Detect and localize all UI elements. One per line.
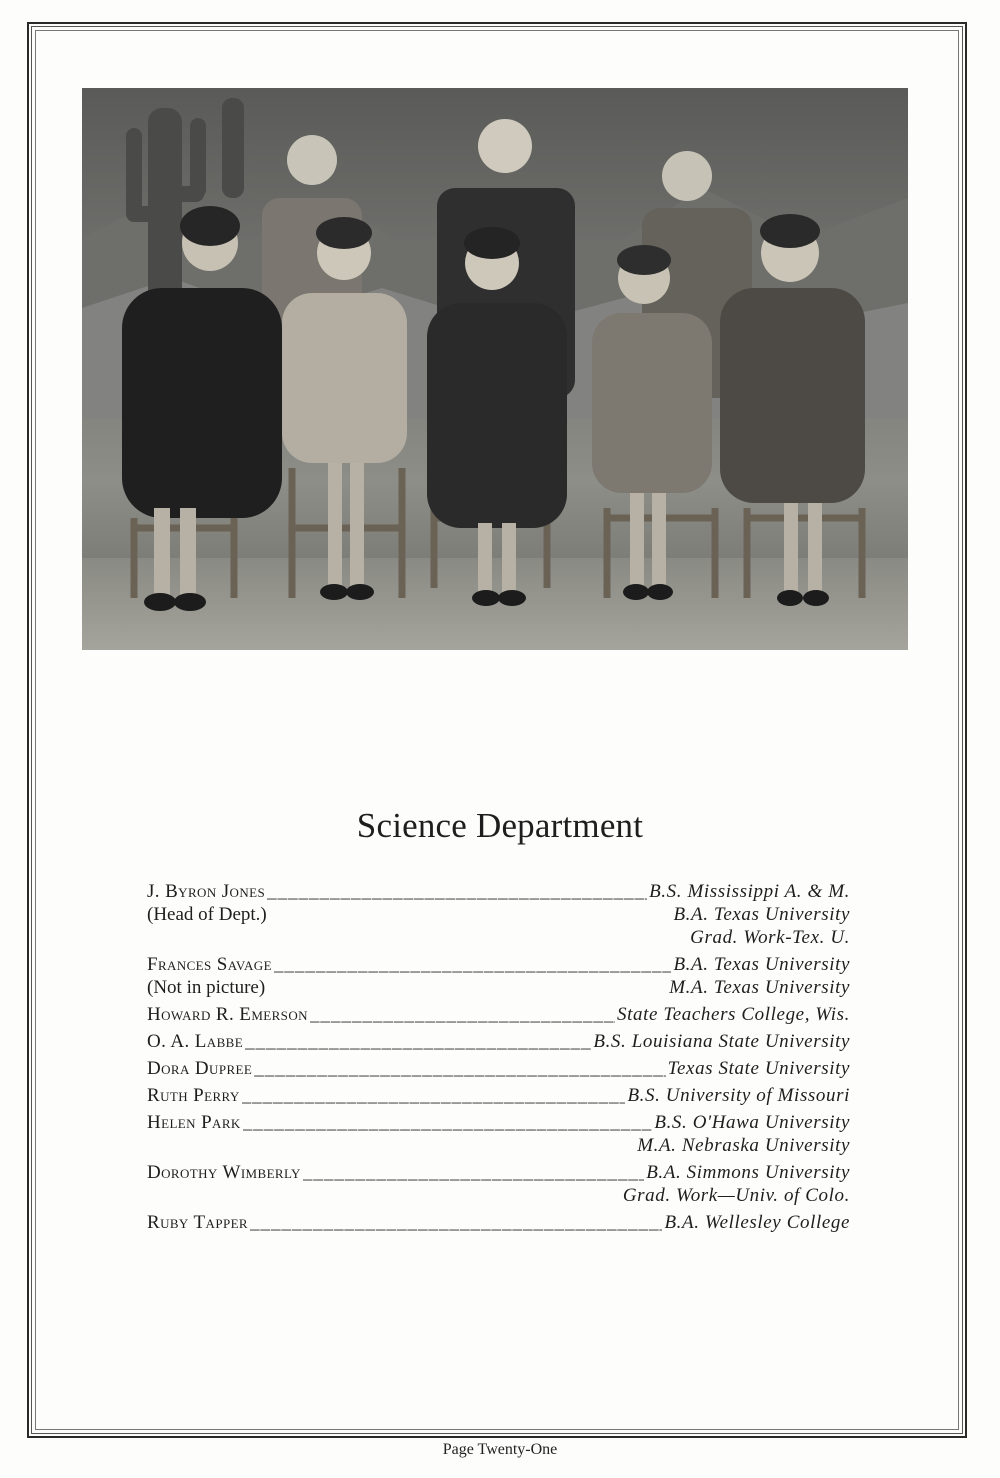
faculty-roster xyxy=(147,880,850,1238)
roster-line xyxy=(147,1030,850,1053)
roster-line xyxy=(147,880,850,903)
page-title: Science Department xyxy=(356,806,644,845)
group-photo-icon xyxy=(82,88,908,650)
staff-name: Helen Park xyxy=(147,1112,241,1133)
degree-text: Grad. Work-Tex. U. xyxy=(690,927,850,948)
degree-text: B.S. Mississippi A. & M. xyxy=(649,881,850,902)
staff-name: Dorothy Wimberly xyxy=(147,1162,301,1183)
dot-leader xyxy=(303,1161,644,1184)
staff-name: Frances Savage xyxy=(147,954,272,975)
staff-note: (Not in picture) xyxy=(147,977,266,998)
degree-text: Grad. Work—Univ. of Colo. xyxy=(622,1185,850,1206)
roster-line xyxy=(147,1003,850,1026)
dot-leader xyxy=(242,1084,626,1107)
roster-line xyxy=(147,926,850,949)
roster-entry xyxy=(147,1003,850,1026)
roster-entry xyxy=(147,1111,850,1157)
roster-line xyxy=(147,1057,850,1080)
degree-text: Texas State University xyxy=(667,1058,850,1079)
roster-entry xyxy=(147,1057,850,1080)
roster-line xyxy=(147,1211,850,1234)
degree-text: B.A. Texas University xyxy=(673,904,850,925)
roster-line xyxy=(147,903,850,926)
staff-name: Dora Dupree xyxy=(147,1058,253,1079)
staff-name: Ruth Perry xyxy=(147,1085,240,1106)
dot-leader xyxy=(245,1030,591,1053)
roster-entry xyxy=(147,1161,850,1207)
dot-leader xyxy=(254,1057,665,1080)
degree-text: M.A. Nebraska University xyxy=(637,1135,850,1156)
roster-entry xyxy=(147,1084,850,1107)
dot-leader xyxy=(310,1003,615,1026)
degree-text: B.A. Simmons University xyxy=(646,1162,850,1183)
dot-leader xyxy=(267,880,647,903)
staff-note: (Head of Dept.) xyxy=(147,904,267,925)
degree-text: B.S. University of Missouri xyxy=(627,1085,850,1106)
staff-name: Howard R. Emerson xyxy=(147,1004,308,1025)
page-number: Page Twenty-One xyxy=(442,1441,558,1458)
degree-text: B.A. Wellesley College xyxy=(664,1212,850,1233)
roster-entry xyxy=(147,953,850,999)
staff-name: Ruby Tapper xyxy=(147,1212,248,1233)
roster-line xyxy=(147,1161,850,1184)
roster-line xyxy=(147,953,850,976)
staff-name: J. Byron Jones xyxy=(147,881,266,902)
roster-line xyxy=(147,976,850,999)
degree-text: State Teachers College, Wis. xyxy=(617,1004,850,1025)
roster-entry xyxy=(147,1211,850,1234)
roster-line xyxy=(147,1111,850,1134)
roster-line xyxy=(147,1134,850,1157)
roster-line xyxy=(147,1084,850,1107)
degree-text: M.A. Texas University xyxy=(669,977,850,998)
roster-line xyxy=(147,1184,850,1207)
degree-text: B.S. O'Hawa University xyxy=(654,1112,850,1133)
dot-leader xyxy=(243,1111,653,1134)
faculty-group-photo xyxy=(82,88,908,650)
roster-entry xyxy=(147,1030,850,1053)
roster-entry xyxy=(147,880,850,949)
degree-text: B.S. Louisiana State University xyxy=(593,1031,850,1052)
dot-leader xyxy=(274,953,672,976)
degree-text: B.A. Texas University xyxy=(673,954,850,975)
staff-name: O. A. Labbe xyxy=(147,1031,244,1052)
dot-leader xyxy=(250,1211,662,1234)
